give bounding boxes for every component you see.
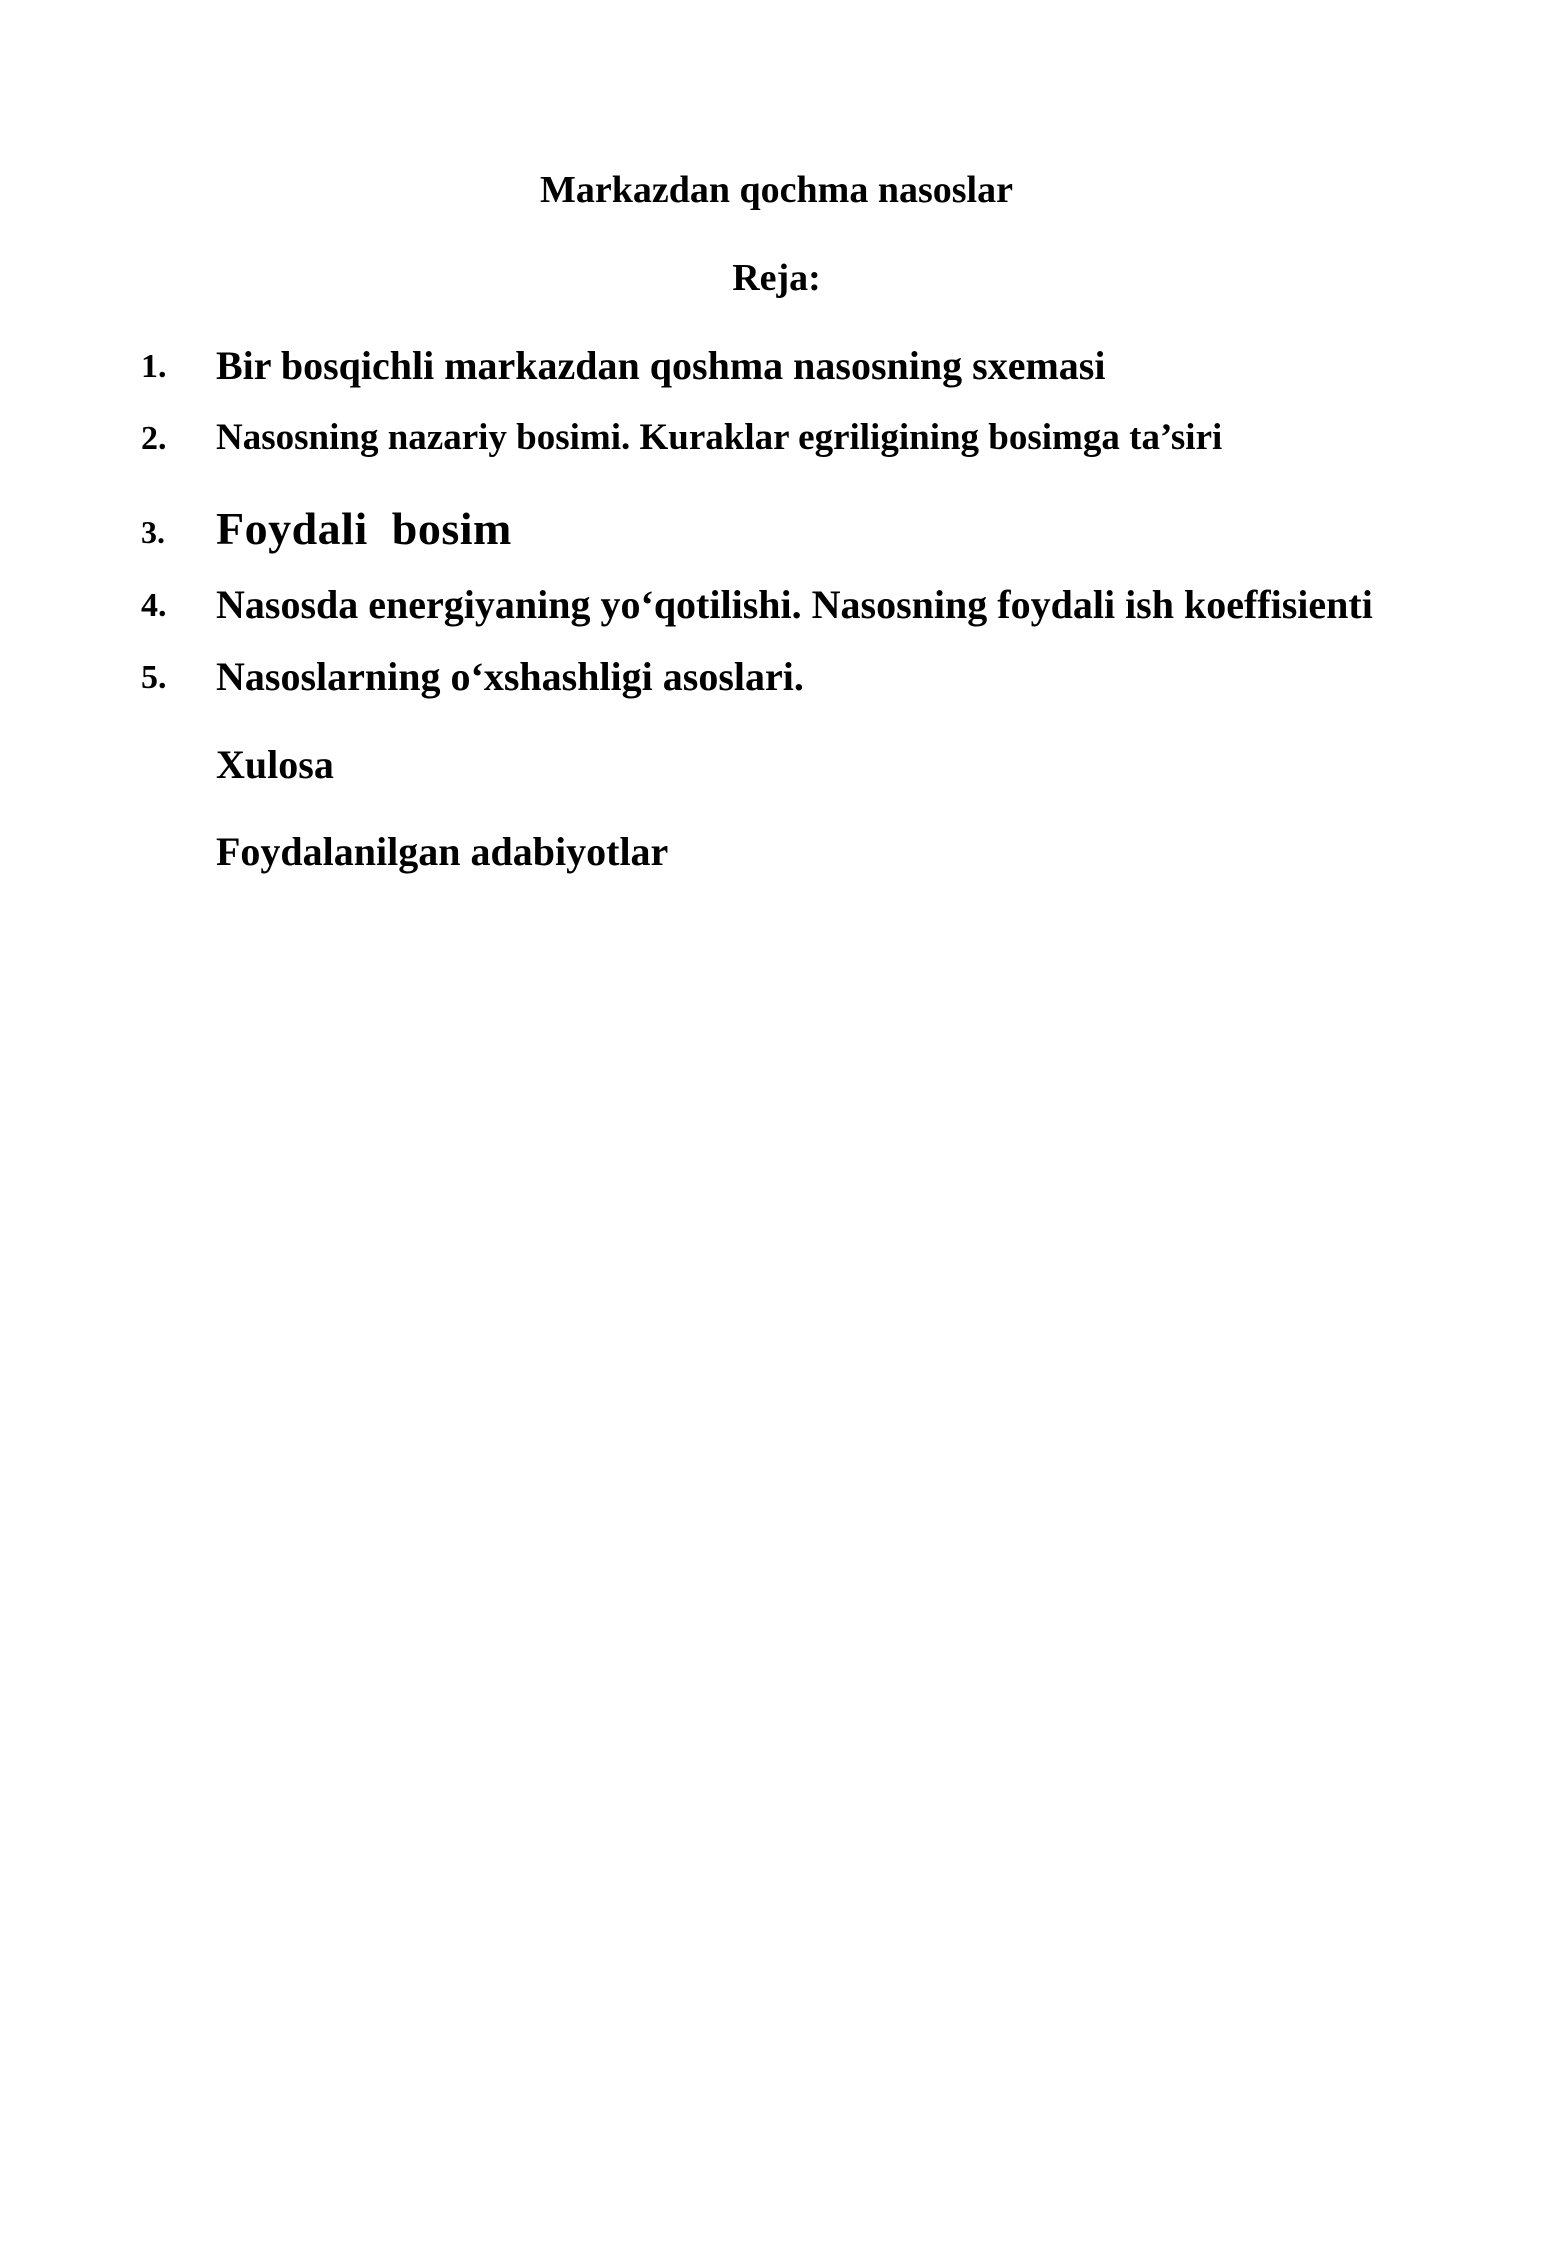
plan-item-text: Foydali bosim xyxy=(216,503,512,554)
plan-item-number: 2. xyxy=(141,420,167,457)
plan-item-text: Bir bosqichli markazdan qoshma nasosning sxemasi xyxy=(216,343,1106,388)
references-heading: Foydalanilgan adabiyotlar xyxy=(216,829,669,874)
plan-item-text: Nasosning nazariy bosimi. Kuraklar egriligining bosimga ta’siri xyxy=(216,417,1223,458)
plan-item-text: Nasosda energiyaning yo‘qotilishi. Nasosning foydali ish koeffisienti xyxy=(216,582,1373,627)
plan-item-number: 4. xyxy=(141,587,167,624)
plan-heading: Reja: xyxy=(732,257,821,299)
document-title: Markazdan qochma nasoslar xyxy=(540,169,1013,211)
conclusion-heading: Xulosa xyxy=(216,742,334,787)
plan-item-number: 3. xyxy=(141,514,165,550)
plan-item-number: 5. xyxy=(141,659,167,696)
plan-item-text: Nasoslarning o‘xshashligi asoslari. xyxy=(216,654,804,699)
plan-item-number: 1. xyxy=(141,348,167,385)
